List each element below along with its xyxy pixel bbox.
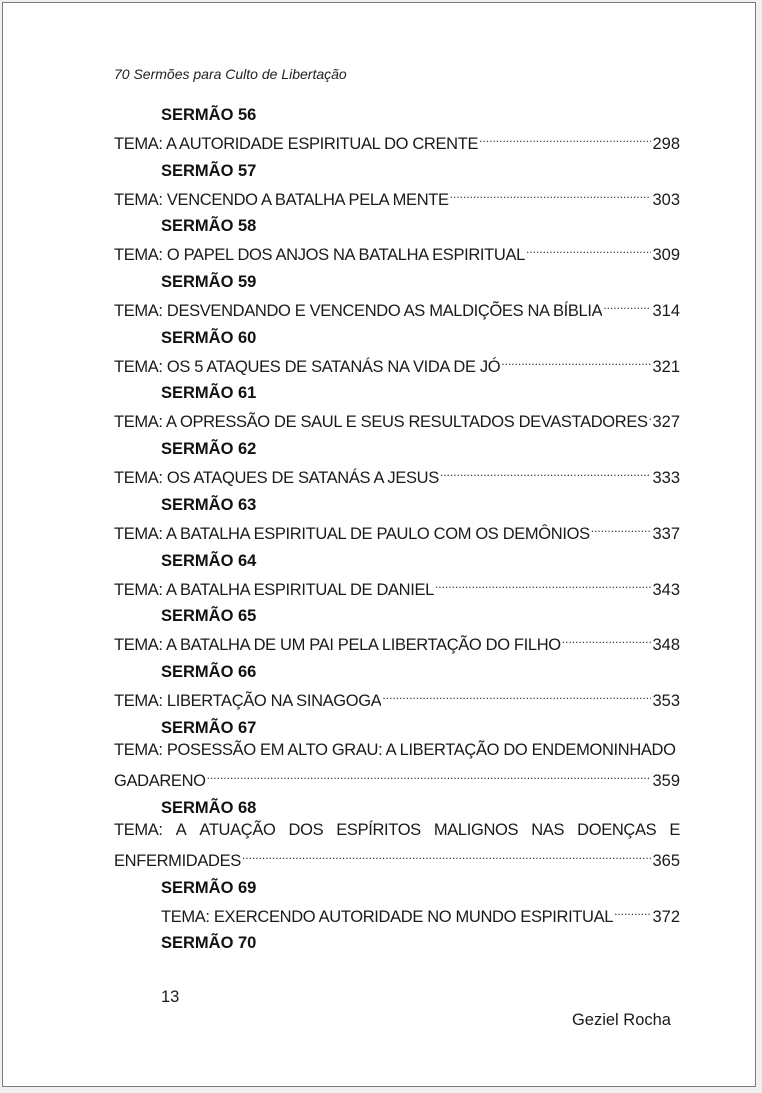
toc-entry bbox=[114, 328, 680, 384]
toc-title-line-2 bbox=[114, 762, 680, 790]
toc-title: TEMA: LIBERTAÇÃO NA SINAGOGA bbox=[114, 691, 382, 710]
toc-title: TEMA: A BATALHA ESPIRITUAL DE DANIEL bbox=[114, 580, 434, 599]
dot-leader bbox=[207, 762, 652, 786]
toc-title: TEMA: A OPRESSÃO DE SAUL E SEUS RESULTADOS DEVASTADORES bbox=[114, 413, 648, 432]
dot-leader bbox=[479, 125, 651, 149]
toc-entry bbox=[114, 161, 680, 217]
dot-leader bbox=[382, 682, 651, 706]
toc-link[interactable] bbox=[114, 181, 680, 209]
toc-link[interactable] bbox=[114, 348, 680, 376]
sermon-heading: SERMÃO 66 bbox=[161, 662, 257, 681]
toc-entry bbox=[114, 798, 680, 878]
toc-entry bbox=[114, 439, 680, 495]
sermon-heading: SERMÃO 58 bbox=[161, 217, 257, 236]
toc-title-continuation: ENFERMIDADES bbox=[114, 851, 241, 870]
sermon-heading: SERMÃO 70 bbox=[161, 934, 257, 953]
toc-page-number: 309 bbox=[652, 246, 680, 265]
toc-page-number: 314 bbox=[652, 302, 680, 321]
dot-leader bbox=[440, 459, 652, 483]
page-number: 13 bbox=[161, 988, 180, 1006]
toc-title-word: ATUAÇÃO bbox=[199, 820, 276, 839]
toc-page-number: 365 bbox=[652, 851, 680, 870]
toc-title: TEMA: VENCENDO A BATALHA PELA MENTE bbox=[114, 190, 449, 209]
toc-title: TEMA: OS ATAQUES DE SATANÁS A JESUS bbox=[114, 469, 439, 488]
toc-entry bbox=[114, 216, 680, 272]
toc-link[interactable] bbox=[114, 459, 680, 488]
toc-link[interactable] bbox=[114, 403, 680, 432]
toc-entry bbox=[114, 933, 680, 953]
toc-title: TEMA: POSESSÃO EM ALTO GRAU: A LIBERTAÇÃO DO ENDEMONINHADO bbox=[114, 740, 676, 759]
footer-author: Geziel Rocha bbox=[571, 1011, 671, 1029]
toc-link[interactable] bbox=[114, 626, 680, 655]
dot-leader bbox=[591, 515, 652, 539]
sermon-heading: SERMÃO 62 bbox=[161, 440, 257, 459]
toc-title-word: TEMA: bbox=[114, 820, 163, 839]
toc-link[interactable] bbox=[114, 236, 680, 265]
sermon-heading: SERMÃO 68 bbox=[161, 798, 257, 817]
toc-page-number: 321 bbox=[652, 357, 680, 376]
toc-entry bbox=[114, 495, 680, 551]
toc-title-continuation: GADARENO bbox=[114, 771, 206, 790]
toc-page-number: 372 bbox=[652, 907, 680, 926]
document-page bbox=[2, 2, 756, 1087]
toc-entry bbox=[114, 718, 680, 798]
toc-link[interactable] bbox=[114, 738, 680, 790]
sermon-heading: SERMÃO 61 bbox=[161, 384, 257, 403]
toc-link[interactable] bbox=[114, 818, 680, 870]
sermon-heading: SERMÃO 69 bbox=[161, 878, 257, 897]
toc-link[interactable] bbox=[114, 571, 680, 599]
toc-title-word: NAS bbox=[531, 820, 565, 839]
toc-link[interactable] bbox=[114, 898, 680, 926]
toc-page-number: 327 bbox=[652, 413, 680, 432]
toc-page-number: 303 bbox=[652, 190, 680, 209]
sermon-heading: SERMÃO 56 bbox=[161, 106, 257, 124]
sermon-heading: SERMÃO 65 bbox=[161, 607, 257, 626]
toc-title-word: E bbox=[669, 820, 680, 839]
toc-entry bbox=[114, 383, 680, 439]
toc-page-number: 298 bbox=[652, 135, 680, 153]
dot-leader bbox=[450, 181, 652, 205]
dot-leader bbox=[614, 898, 651, 922]
dot-leader bbox=[526, 236, 652, 260]
dot-leader bbox=[501, 348, 651, 372]
toc-link[interactable] bbox=[114, 292, 680, 321]
sermon-heading: SERMÃO 63 bbox=[161, 495, 257, 514]
toc-title-word: DOENÇAS bbox=[577, 820, 657, 839]
toc-title: TEMA: A BATALHA ESPIRITUAL DE PAULO COM OS DEMÔNIOS bbox=[114, 524, 590, 543]
dot-leader bbox=[242, 842, 652, 866]
toc-link[interactable] bbox=[114, 515, 680, 543]
toc-entry bbox=[114, 272, 680, 328]
toc-page-number: 333 bbox=[652, 469, 680, 488]
toc-title-word: DOS bbox=[288, 820, 324, 839]
toc-page-number: 353 bbox=[652, 691, 680, 710]
toc-entry bbox=[114, 551, 680, 607]
toc-title: TEMA: A BATALHA DE UM PAI PELA LIBERTAÇÃO DO FILHO bbox=[114, 636, 561, 655]
toc-title: TEMA: O PAPEL DOS ANJOS NA BATALHA ESPIRITUAL bbox=[114, 246, 525, 265]
toc-title-line-1 bbox=[114, 818, 680, 842]
toc-link[interactable] bbox=[114, 682, 680, 710]
dot-leader bbox=[562, 626, 652, 650]
table-of-contents bbox=[114, 105, 680, 953]
toc-entry bbox=[114, 105, 680, 161]
dot-leader bbox=[603, 292, 651, 316]
sermon-heading: SERMÃO 59 bbox=[161, 273, 257, 292]
toc-title-line-2 bbox=[114, 842, 680, 870]
sermon-heading: SERMÃO 60 bbox=[161, 328, 257, 347]
sermon-heading: SERMÃO 57 bbox=[161, 161, 257, 180]
toc-title-line-1 bbox=[114, 738, 680, 762]
toc-entry bbox=[114, 662, 680, 718]
toc-link[interactable] bbox=[114, 125, 680, 153]
sermon-heading: SERMÃO 64 bbox=[161, 551, 257, 570]
sermon-heading: SERMÃO 67 bbox=[161, 718, 257, 737]
toc-title-word: MALIGNOS bbox=[433, 820, 519, 839]
toc-entry bbox=[114, 606, 680, 662]
dot-leader bbox=[649, 403, 652, 427]
toc-page-number: 343 bbox=[652, 580, 680, 599]
toc-title-word: ESPÍRITOS bbox=[336, 820, 421, 839]
toc-title: TEMA: EXERCENDO AUTORIDADE NO MUNDO ESPIRITUAL bbox=[161, 907, 614, 926]
dot-leader bbox=[435, 571, 652, 595]
toc-title: TEMA: DESVENDANDO E VENCENDO AS MALDIÇÕES NA BÍBLIA bbox=[114, 302, 603, 321]
toc-title: TEMA: A AUTORIDADE ESPIRITUAL DO CRENTE bbox=[114, 135, 479, 153]
toc-page-number: 337 bbox=[652, 524, 680, 543]
toc-page-number: 359 bbox=[652, 771, 680, 790]
running-header: 70 Sermões para Culto de Libertação bbox=[114, 66, 347, 82]
toc-title-word: A bbox=[175, 820, 187, 839]
toc-entry bbox=[114, 878, 680, 934]
toc-title: TEMA: OS 5 ATAQUES DE SATANÁS NA VIDA DE JÓ bbox=[114, 357, 501, 376]
toc-page-number: 348 bbox=[652, 636, 680, 655]
